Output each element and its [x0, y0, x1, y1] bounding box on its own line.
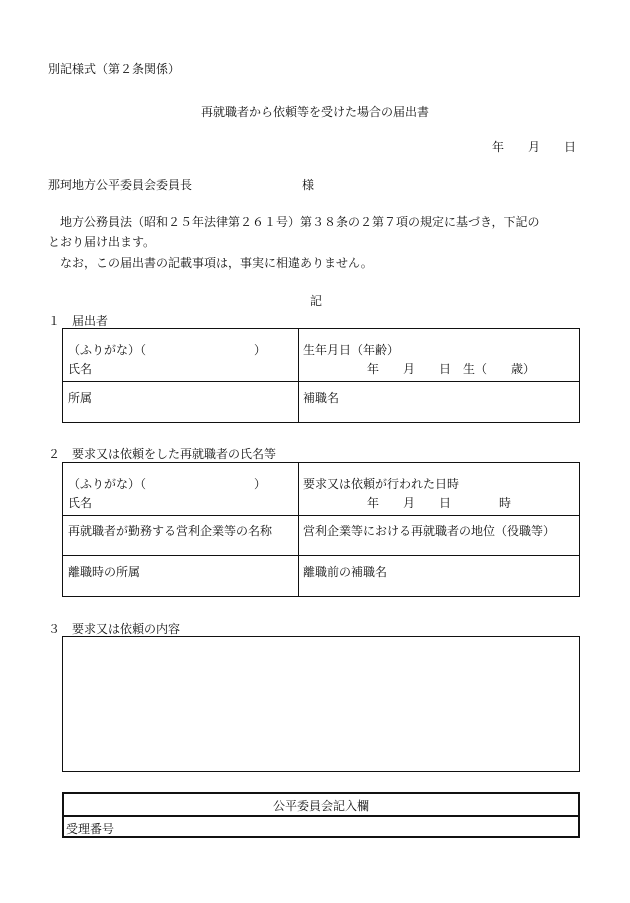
commission-use-heading: 公平委員会記入欄	[272, 799, 369, 813]
section3-heading: ３ 要求又は依頼の内容	[48, 622, 181, 636]
s2-affiliation-at-leaving-label[interactable]: 離職時の所属	[68, 565, 141, 579]
statement-line-3: なお，この届出書の記載事項は，事実に相違ありません。	[60, 256, 373, 270]
addressee: 那珂地方公平委員会委員長	[48, 178, 193, 192]
form-label: 別記様式（第２条関係）	[48, 62, 181, 76]
s2-company-name-label[interactable]: 再就職者が勤務する営利企業等の名称	[68, 524, 273, 538]
s1-affiliation-label[interactable]: 所属	[68, 391, 93, 405]
s2-furigana[interactable]: （ふりがな）（ ）	[68, 477, 267, 491]
s2-name-label[interactable]: 氏名	[68, 496, 93, 510]
s2-datetime-label: 要求又は依頼が行われた日時	[303, 477, 460, 491]
s1-name-label[interactable]: 氏名	[68, 362, 93, 376]
statement-line-2: とおり届け出ます。	[48, 235, 156, 249]
s1-position-label[interactable]: 補職名	[303, 391, 340, 405]
s1-birth-label: 生年月日（年齢）	[303, 343, 400, 357]
s1-birth-field[interactable]: 年 月 日 生（ 歳）	[367, 362, 536, 376]
s1-furigana[interactable]: （ふりがな）（ ）	[68, 343, 267, 357]
ki-marker: 記	[310, 294, 323, 308]
section3-content-box[interactable]	[62, 636, 580, 772]
statement-line-1: 地方公務員法（昭和２５年法律第２６１号）第３８条の２第７項の規定に基づき，下記の	[60, 215, 540, 229]
section2-heading: ２ 要求又は依頼をした再就職者の氏名等	[48, 447, 277, 461]
section1-heading: １ 届出者	[48, 314, 109, 328]
date-line[interactable]: 年 月 日	[492, 140, 577, 154]
s2-company-position-label[interactable]: 営利企業等における再就職者の地位（役職等）	[303, 524, 556, 538]
honorific: 様	[302, 178, 315, 192]
s2-position-before-leaving-label[interactable]: 離職前の補職名	[303, 565, 388, 579]
receipt-number-field[interactable]: 受理番号	[66, 822, 115, 836]
document-title: 再就職者から依頼等を受けた場合の届出書	[200, 105, 429, 119]
s2-datetime-field[interactable]: 年 月 日 時	[367, 496, 512, 510]
